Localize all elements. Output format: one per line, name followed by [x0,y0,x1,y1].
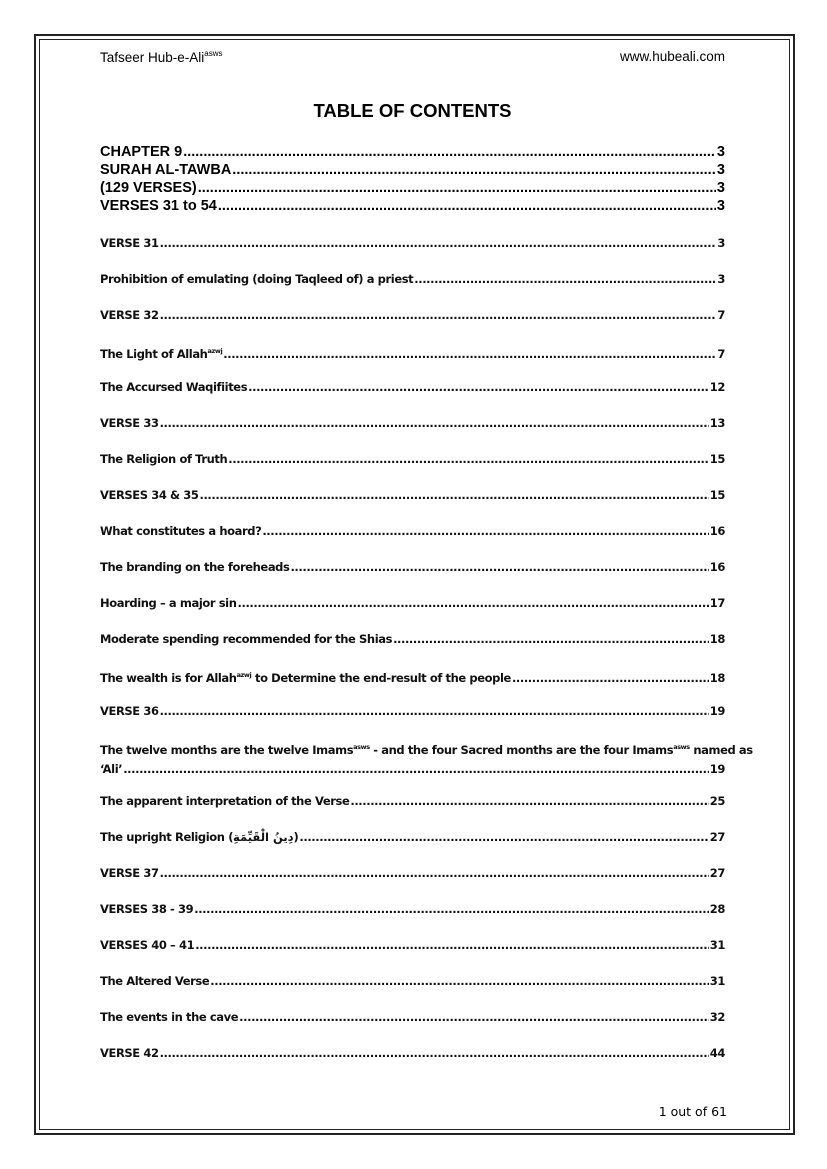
dot-leader [248,380,709,394]
page-header [100,49,725,69]
toc-entry-text: What constitutes a hoard? [100,524,262,538]
dot-leader [223,347,716,361]
toc-entry[interactable] [100,488,725,524]
toc-entry[interactable] [100,704,725,740]
toc-entry-page: 3 [717,236,725,250]
toc-entry-text: The events in the cave [100,1010,239,1024]
dot-leader [123,762,709,776]
toc-entry-text: VERSES 34 & 35 [100,488,199,502]
toc1-entry[interactable] [100,197,725,215]
dot-leader [218,197,716,215]
toc-entry-page: 44 [709,1046,725,1060]
dot-leader [160,236,717,250]
toc-entry-page: 18 [709,671,725,685]
dot-leader [198,179,716,197]
toc-entry[interactable] [100,272,725,308]
toc-entry-page: 31 [709,938,725,952]
toc1-entry[interactable] [100,143,725,161]
toc-entry[interactable] [100,560,725,596]
dot-leader [512,671,709,685]
toc-entry[interactable] [100,632,725,668]
toc-entry-text: The Light of Allah$^{azwj}$ [100,347,223,361]
header-url: www.hubeali.com [619,49,725,64]
dot-leader [194,902,709,916]
toc-entry[interactable] [100,416,725,452]
dot-leader [160,1046,709,1060]
toc-entry[interactable] [100,380,725,416]
toc-entry-text: Moderate spending recommended for the Shias [100,632,393,646]
toc-entry[interactable] [100,596,725,632]
toc-entry-page: 12 [709,380,725,394]
toc-entry-text: The apparent interpretation of the Verse [100,794,350,808]
toc-entry[interactable] [100,668,725,704]
toc-entry[interactable] [100,308,725,344]
honorific-sup: azwj [236,671,252,679]
page-number: 1 out of 61 [658,1104,727,1119]
toc-entry-text: The Altered Verse [100,974,210,988]
toc-entry[interactable] [100,902,725,938]
dot-leader [239,1010,709,1024]
dot-leader [290,560,708,574]
toc-entry-page: 28 [709,902,725,916]
toc-entry-text: VERSE 36 [100,704,159,718]
dot-leader [228,452,709,466]
dot-leader [195,938,709,952]
toc-entry-page: 7 [717,347,725,361]
header-title: Tafseer Hub-e-Ali$^{asws}$ [100,49,223,65]
dot-leader [160,308,717,322]
toc1-entry-page: 3 [716,198,725,214]
toc1-entry-page: 3 [716,180,725,196]
toc1-entry-page: 3 [716,162,725,178]
toc-entry-page: 19 [709,704,725,718]
toc-entry-text: VERSE 31 [100,236,159,250]
toc-entry[interactable] [100,830,725,866]
toc1-entry[interactable] [100,161,725,179]
toc1-entry[interactable] [100,179,725,197]
dot-leader [160,866,709,880]
dot-leader [160,416,709,430]
honorific-sup: asws [673,743,690,751]
dot-leader [199,488,708,502]
toc-entry-text: VERSE 42 [100,1046,159,1060]
honorific-sup: asws [353,743,370,751]
toc-entry-page: 17 [709,596,725,610]
toc-entry-page: 19 [709,762,725,776]
toc-entry-text: VERSE 37 [100,866,159,880]
header-title-sup: asws [204,49,223,58]
toc-entry-page: 7 [717,308,725,322]
toc-entry-text: The upright Religion (دِينُ الْقَيِّمَةِ) [100,830,299,844]
toc-entry[interactable] [100,974,725,1010]
toc-entry[interactable] [100,344,725,380]
toc-entry[interactable] [100,866,725,902]
toc-entry-text: VERSE 33 [100,416,159,430]
toc-entry[interactable] [100,452,725,488]
toc-level1 [100,143,725,215]
toc-entry[interactable] [100,524,725,560]
toc-entry[interactable] [100,938,725,974]
toc-entry-text: The twelve months are the twelve Imams$^{asws}$ - and the four Sacred months are the four Imams$^{asws}$ named as [100,743,753,757]
dot-leader [414,272,716,286]
toc-entry-page: 31 [709,974,725,988]
toc-entry-page: 3 [717,272,725,286]
dot-leader [210,974,709,988]
toc-entry-text: Prohibition of emulating (doing Taqleed of) a priest [100,272,414,286]
toc-level2 [100,236,753,1082]
toc1-entry-text: SURAH AL-TAWBA [100,162,232,178]
toc-entry-text: The wealth is for Allah$^{azwj}$ to Determine the end-result of the people [100,671,511,685]
toc-entry-text: The Religion of Truth [100,452,228,466]
toc-entry[interactable] [100,740,753,794]
dot-leader [350,794,708,808]
toc-entry-page: 16 [709,524,725,538]
toc-entry-text: The Accursed Waqifiites [100,380,248,394]
toc1-entry-page: 3 [716,144,725,160]
toc-entry[interactable] [100,1046,725,1082]
toc-entry[interactable] [100,236,725,272]
dot-leader [299,830,708,844]
dot-leader [183,143,716,161]
honorific-sup: azwj [207,347,223,355]
toc-entry-page: 15 [709,488,725,502]
dot-leader [238,596,709,610]
toc-entry-text: VERSE 32 [100,308,159,322]
toc1-entry-text: CHAPTER 9 [100,144,183,160]
toc-entry-page: 15 [709,452,725,466]
toc1-entry-text: VERSES 31 to 54 [100,198,217,214]
toc-entry-text-line2: ‘Ali’ [100,762,123,776]
toc-entry-page: 27 [709,830,725,844]
dot-leader [393,632,709,646]
toc-entry[interactable] [100,794,725,830]
page-title: TABLE OF CONTENTS [313,100,512,121]
toc-entry-text: Hoarding – a major sin [100,596,237,610]
toc-entry-page: 25 [709,794,725,808]
dot-leader [262,524,708,538]
toc-entry-page: 18 [709,632,725,646]
dot-leader [160,704,709,718]
toc1-entry-text: (129 VERSES) [100,180,197,196]
toc-entry-text: VERSES 40 – 41 [100,938,195,952]
toc-entry-page: 16 [709,560,725,574]
toc-entry-page: 27 [709,866,725,880]
toc-entry-text: VERSES 38 - 39 [100,902,194,916]
toc-entry-text: The branding on the foreheads [100,560,290,574]
toc-entry-page: 13 [709,416,725,430]
toc-entry-page: 32 [709,1010,725,1024]
dot-leader [232,161,716,179]
toc-entry[interactable] [100,1010,725,1046]
